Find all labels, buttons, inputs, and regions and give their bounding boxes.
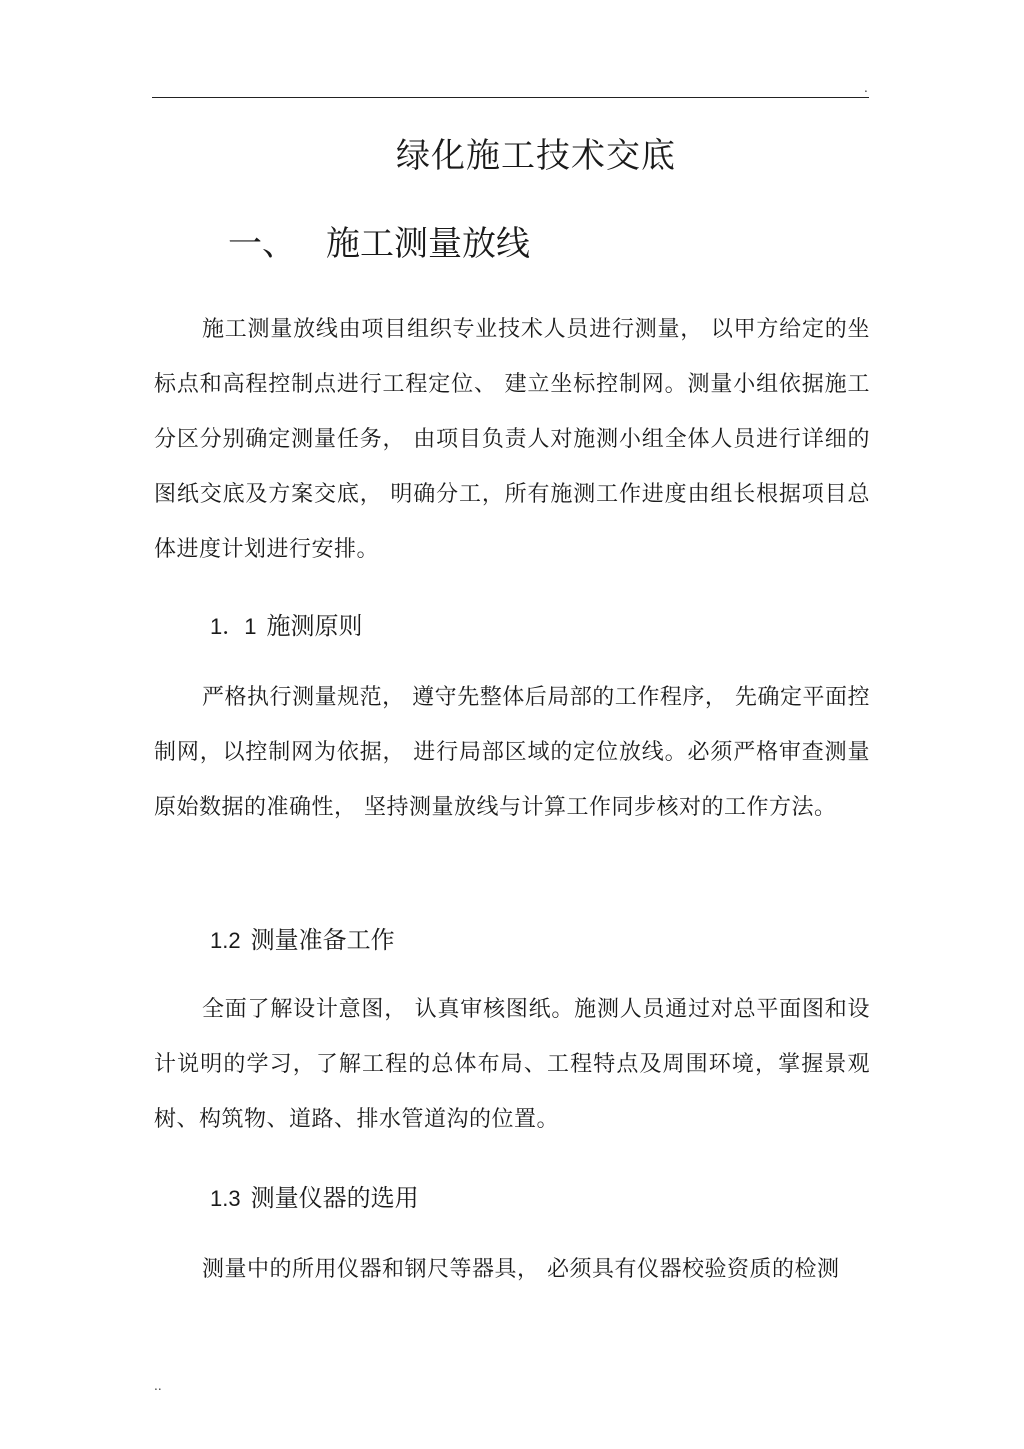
bottom-left-mark: .. xyxy=(154,1379,162,1393)
section-heading xyxy=(228,222,530,266)
subsection-paragraph: 测量中的所用仪器和钢尺等器具， 必须具有仪器校验资质的检测 xyxy=(202,1257,840,1282)
subsection-number: 1．1 xyxy=(210,614,257,639)
subsection-heading xyxy=(210,610,362,643)
subsection-title: 施测原则 xyxy=(266,612,363,640)
section-title: 施工测量放线 xyxy=(326,224,530,264)
subsection-paragraph: 全面了解设计意图， 认真审核图纸。施测人员通过对总平面图和设计说明的学习，了解工程的总体布局、工程特点及周围环境，掌握景观树、构筑物、道路、排水管道沟的位置。 xyxy=(154,997,870,1132)
subsection-paragraph: 严格执行测量规范， 遵守先整体后局部的工作程序， 先确定平面控制网，以控制网为依据， 进行局部区域的定位放线。必须严格审查测量原始数据的准确性， 坚持测量放线与计算工作同步核对的工作方法。 xyxy=(154,685,870,820)
top-right-mark: . xyxy=(864,81,868,95)
subsection-heading xyxy=(210,1182,419,1215)
subsection-title: 测量仪器的选用 xyxy=(250,1184,419,1212)
header-rule xyxy=(152,97,869,98)
subsection-number: 1.2 xyxy=(210,928,241,953)
section-number: 一、 xyxy=(228,224,296,264)
subsection-number: 1.3 xyxy=(210,1186,241,1211)
document-title: 绿化施工技术交底 xyxy=(396,136,676,176)
subsection-heading xyxy=(210,924,395,957)
subsection-title: 测量准备工作 xyxy=(250,926,395,954)
intro-paragraph: 施工测量放线由项目组织专业技术人员进行测量， 以甲方给定的坐标点和高程控制点进行工程定位、 建立坐标控制网。测量小组依据施工分区分别确定测量任务， 由项目负责人对施测小组全体人员进行详细的图纸交底及方案交底， 明确分工，所有施测工作进度由组长根据项目总体进度计划进行安排。 xyxy=(154,317,870,562)
